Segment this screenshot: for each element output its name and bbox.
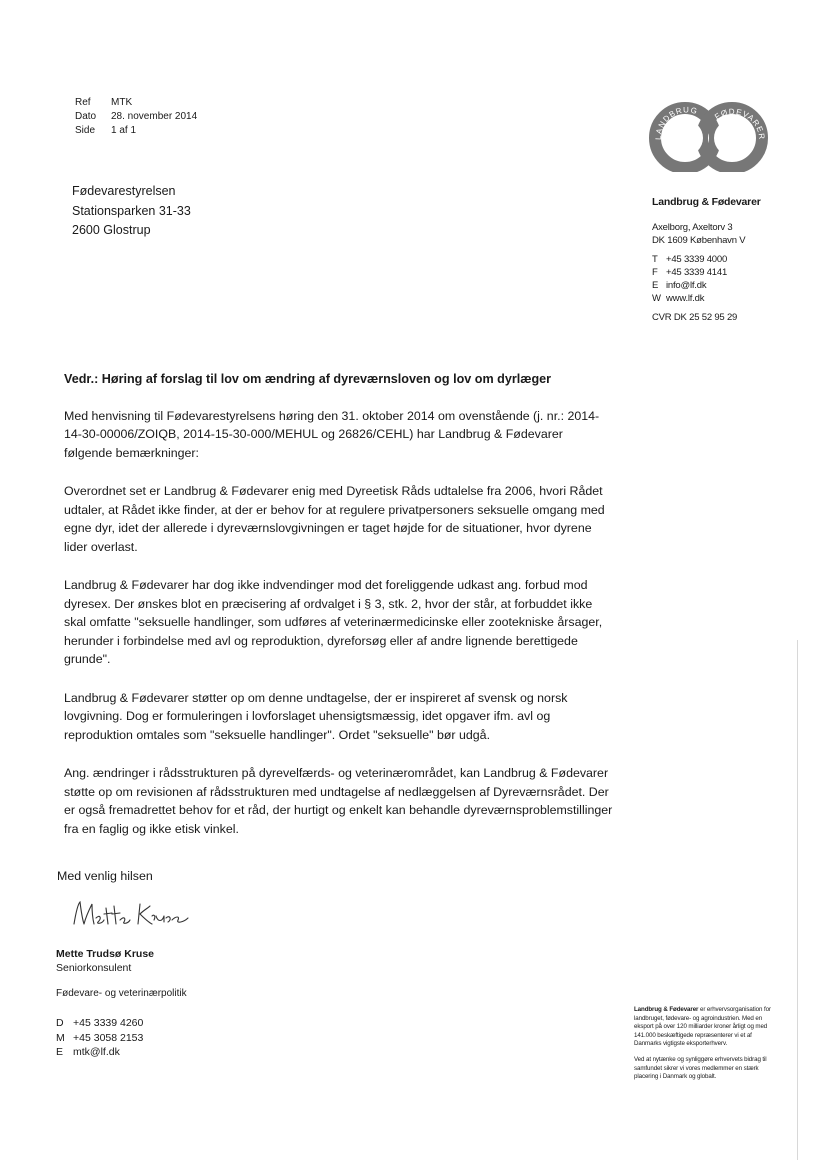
page-label: Side	[75, 125, 96, 136]
about-company-name: Landbrug & Fødevarer	[634, 1006, 699, 1013]
direct-phone-value: +45 3339 4260	[73, 1017, 144, 1029]
company-about	[634, 1006, 779, 1089]
signer-name: Mette Trudsø Kruse	[56, 948, 155, 960]
recipient-name: Fødevarestyrelsen	[72, 184, 176, 198]
ref-label: Ref	[75, 97, 91, 108]
sender-info	[652, 196, 761, 324]
scan-edge-line	[797, 640, 798, 1160]
phone-value: +45 3339 4000	[666, 254, 728, 265]
paragraph: Landbrug & Fødevarer støtter op om denne undtagelse, der er inspireret af svensk og norsk lovgivning. Dog er formuleringen i lovforslaget uhensigtsmæssig, idet opgaver ifm. avl og reproduktion omtales som "seksuelle handlinger". Ordet "seksuelle" bør udgå.	[64, 690, 568, 742]
signer-email-value[interactable]: mtk@lf.dk	[73, 1046, 120, 1058]
letter-subject: Vedr.: Høring af forslag til lov om ændring af dyreværnsloven og lov om dyrlæger	[64, 372, 552, 386]
company-name: Landbrug & Fødevarer	[652, 196, 761, 208]
paragraph: Overordnet set er Landbrug & Fødevarer enig med Dyreetisk Råds udtalelse fra 2006, hvori Rådet udtaler, at Rådet ikke finder, at der er behov for at regulere privatpersoners seksuelle omgang med egne dyr, idet der allerede i dyreværnslovgivningen er taget højde for de situationer, hvor dyrene lider overlast.	[64, 484, 605, 554]
signer-department: Fødevare- og veterinærpolitik	[56, 988, 187, 999]
handwritten-signature	[66, 894, 196, 934]
closing-greeting: Med venlig hilsen	[57, 869, 153, 883]
email-value[interactable]: info@lf.dk	[666, 280, 707, 291]
paragraph: Med henvisning til Fødevarestyrelsens høring den 31. oktober 2014 om ovenstående (j. nr.: 2014-14-30-00006/ZOIQB, 2014-15-30-000/MEHUL og 26826/CEHL) har Landbrug & Fødevarer følgende bemærkninger:	[64, 408, 600, 460]
date-value: 28. november 2014	[111, 111, 198, 122]
company-contacts	[652, 253, 761, 305]
company-logo	[647, 100, 769, 172]
signer-block	[56, 947, 154, 975]
fax-value: +45 3339 4141	[666, 267, 728, 278]
logo-text-left: LANDBRUG	[653, 105, 699, 141]
fax-label: F	[652, 267, 658, 278]
mobile-label: M	[56, 1031, 65, 1044]
signer-email-label: E	[56, 1046, 64, 1058]
email-label: E	[652, 280, 659, 291]
ref-value: MTK	[111, 97, 133, 108]
reference-block	[75, 96, 197, 138]
direct-phone-label: D	[56, 1017, 64, 1029]
phone-label: T	[652, 254, 658, 265]
web-value[interactable]: www.lf.dk	[666, 293, 705, 304]
recipient-street: Stationsparken 31-33	[72, 203, 191, 218]
page-value: 1 af 1	[111, 125, 137, 136]
paragraph: Landbrug & Fødevarer har dog ikke indvendinger mod det foreliggende udkast ang. forbud mod dyresex. Der ønskes blot en præcisering af ordvalget i § 3, stk. 2, hvor der står, at forbuddet ikke skal omfatte "seksuelle handlinger, som udføres af veterinærmedicinske eller zootekniske årsager, herunder i forbindelse med avl og reproduktion, dyreforsøg eller af andre lignende berettigede grunde".	[64, 578, 603, 666]
paragraph: Ang. ændringer i rådsstrukturen på dyrevelfærds- og veterinærområdet, kan Landbrug & Fødevarer støtte op om revisionen af rådsstrukturen med undtagelse af nedlæggelsen af Dyreværnsrådet. Der er også fremadrettet behov for et råd, der hurtigt og enkelt kan behandle dyreværnsproblemstillinger fra en faglig og ikke etisk vinkel.	[64, 766, 613, 836]
about-text-1: er erhvervsorganisation for landbruget, fødevare- og agroindustrien. Med en eksport på over 120 milliarder kroner årligt og med 141.000 beskæftigede repræsenterer vi et af Danmarks vigtigste eksporterhverv.	[634, 1006, 771, 1048]
recipient-city: 2600 Glostrup	[72, 223, 151, 237]
logo-text-right: FØDEVARER	[713, 107, 767, 141]
mobile-value: +45 3058 2153	[73, 1031, 144, 1044]
web-label: W	[652, 293, 661, 304]
company-address-line1: Axelborg, Axeltorv 3	[652, 222, 733, 233]
recipient-address	[72, 182, 191, 241]
about-text-2: Ved at nytænke og synliggøre erhvervets bidrag til samfundet sikrer vi vores medlemmer en stærk placering i Danmark og globalt.	[634, 1055, 767, 1081]
signer-contacts	[56, 1016, 143, 1060]
cvr-number: CVR DK 25 52 95 29	[652, 312, 738, 323]
company-address-line2: DK 1609 København V	[652, 235, 746, 246]
letter-body	[64, 370, 614, 858]
signer-title: Seniorkonsulent	[56, 962, 132, 974]
date-label: Dato	[75, 111, 97, 122]
